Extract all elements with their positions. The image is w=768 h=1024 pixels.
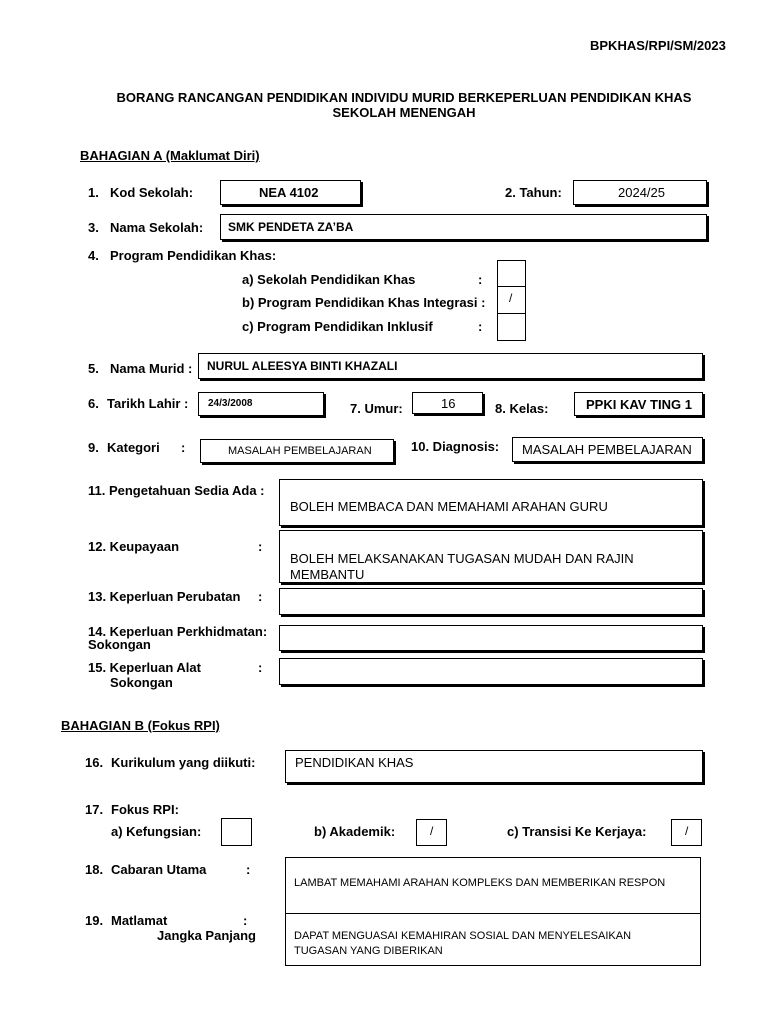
alat-label-line1: 15. Keperluan Alat — [88, 660, 201, 675]
diagnosis-field[interactable] — [512, 437, 703, 462]
perubatan-label: 13. Keperluan Perubatan — [88, 589, 241, 604]
nama-murid-value: NURUL ALEESYA BINTI KHAZALI — [207, 359, 398, 373]
kelas-value: PPKI KAV TING 1 — [586, 397, 692, 412]
tahun-value: 2024/25 — [618, 185, 665, 200]
program-label: Program Pendidikan Khas: — [110, 248, 277, 263]
kategori-colon: : — [181, 440, 186, 455]
fokus-label: Fokus RPI: — [111, 802, 179, 817]
check-mark: / — [430, 824, 434, 838]
transisi-label: c) Transisi Ke Kerjaya: — [507, 824, 647, 839]
akademik-label: b) Akademik: — [314, 824, 396, 839]
keupayaan-label: 12. Keupayaan — [88, 539, 180, 554]
check-mark: / — [509, 291, 513, 305]
kod-sekolah-label: Kod Sekolah: — [110, 185, 194, 200]
field-number: 16. — [85, 755, 104, 770]
perubatan-field[interactable] — [279, 588, 703, 615]
keupayaan-colon: : — [258, 539, 263, 554]
tahun-label: 2. Tahun: — [505, 185, 562, 200]
cabaran-colon: : — [246, 862, 251, 877]
program-option-c-checkbox[interactable] — [497, 313, 526, 341]
umur-value: 16 — [441, 396, 456, 411]
kurikulum-field[interactable] — [285, 750, 703, 783]
matlamat-value-line2[interactable]: TUGASAN YANG DIBERIKAN — [294, 945, 443, 957]
pengetahuan-value: BOLEH MEMBACA DAN MEMAHAMI ARAHAN GURU — [290, 499, 608, 514]
perubatan-colon: : — [258, 589, 263, 604]
alat-label-line2: Sokongan — [110, 675, 173, 690]
program-option-c-label: c) Program Pendidikan Inklusif — [242, 319, 433, 334]
program-option-b-checkbox[interactable] — [497, 286, 526, 314]
perkhidmatan-field[interactable] — [279, 625, 703, 651]
kategori-label: Kategori — [107, 440, 160, 455]
field-number: 9. — [88, 440, 99, 455]
field-number: 17. — [85, 802, 104, 817]
nama-sekolah-field[interactable] — [220, 214, 707, 240]
umur-field[interactable] — [412, 392, 483, 414]
diagnosis-label: 10. Diagnosis: — [411, 439, 500, 454]
form-title-line1: BORANG RANCANGAN PENDIDIKAN INDIVIDU MURID BERKEPERLUAN PENDIDIKAN KHAS — [116, 90, 692, 105]
matlamat-colon: : — [243, 913, 248, 928]
field-number: 3. — [88, 220, 99, 235]
field-number: 6. — [88, 396, 99, 411]
program-option-a-label: a) Sekolah Pendidikan Khas — [242, 272, 416, 287]
check-mark: / — [685, 824, 689, 838]
program-option-a-checkbox[interactable] — [497, 260, 526, 287]
matlamat-value-line1[interactable]: DAPAT MENGUASAI KEMAHIRAN SOSIAL DAN MENYELESAIKAN — [294, 930, 632, 942]
tarikh-lahir-field[interactable] — [198, 392, 324, 416]
matlamat-label-line1: Matlamat — [111, 913, 168, 928]
kurikulum-value: PENDIDIKAN KHAS — [295, 755, 414, 770]
tarikh-lahir-label: Tarikh Lahir : — [107, 396, 189, 411]
document-code: BPKHAS/RPI/SM/2023 — [590, 38, 726, 53]
kategori-value: MASALAH PEMBELAJARAN — [228, 445, 372, 457]
nama-murid-label: Nama Murid : — [110, 361, 193, 376]
kefungsian-checkbox[interactable] — [221, 818, 252, 846]
pengetahuan-label: 11. Pengetahuan Sedia Ada : — [88, 483, 265, 498]
field-number: 18. — [85, 862, 104, 877]
nama-sekolah-value: SMK PENDETA ZA’BA — [228, 220, 354, 234]
perkhidmatan-label-line2: Sokongan — [88, 637, 151, 652]
cabaran-value[interactable]: LAMBAT MEMAHAMI ARAHAN KOMPLEKS DAN MEMBERIKAN RESPON — [294, 877, 666, 889]
diagnosis-value: MASALAH PEMBELAJARAN — [522, 442, 692, 457]
keupayaan-value-line2: MEMBANTU — [290, 567, 365, 582]
field-number: 1. — [88, 185, 99, 200]
kod-sekolah-value: NEA 4102 — [259, 185, 319, 200]
program-option-a-colon: : — [478, 272, 483, 287]
kategori-field[interactable] — [200, 439, 394, 463]
tahun-field[interactable] — [573, 180, 707, 205]
nama-murid-field[interactable] — [198, 353, 703, 379]
cabaran-label: Cabaran Utama — [111, 862, 207, 877]
akademik-checkbox[interactable] — [416, 819, 447, 846]
section-b-heading: BAHAGIAN B (Fokus RPI) — [61, 718, 220, 733]
transisi-checkbox[interactable] — [671, 819, 702, 846]
kurikulum-label: Kurikulum yang diikuti: — [111, 755, 256, 770]
pengetahuan-field[interactable] — [279, 479, 703, 526]
kelas-field[interactable] — [574, 392, 703, 416]
divider — [285, 913, 701, 914]
program-option-b-label: b) Program Pendidikan Khas Integrasi : — [242, 295, 486, 310]
umur-label: 7. Umur: — [350, 401, 403, 416]
program-option-c-colon: : — [478, 319, 483, 334]
alat-colon: : — [258, 660, 263, 675]
nama-sekolah-label: Nama Sekolah: — [110, 220, 204, 235]
tarikh-lahir-value: 24/3/2008 — [208, 398, 253, 409]
keupayaan-field[interactable] — [279, 530, 703, 583]
field-number: 4. — [88, 248, 99, 263]
matlamat-label-line2: Jangka Panjang — [157, 928, 256, 943]
keupayaan-value-line1: BOLEH MELAKSANAKAN TUGASAN MUDAH DAN RAJIN — [290, 551, 634, 566]
field-number: 5. — [88, 361, 99, 376]
kefungsian-label: a) Kefungsian: — [111, 824, 202, 839]
kelas-label: 8. Kelas: — [495, 401, 549, 416]
perkhidmatan-label-line1: 14. Keperluan Perkhidmatan: — [88, 624, 268, 639]
section-a-heading: BAHAGIAN A (Maklumat Diri) — [80, 148, 260, 163]
field-number: 19. — [85, 913, 104, 928]
form-title-line2: SEKOLAH MENENGAH — [332, 105, 476, 120]
alat-field[interactable] — [279, 658, 703, 685]
kod-sekolah-field[interactable] — [220, 180, 361, 205]
